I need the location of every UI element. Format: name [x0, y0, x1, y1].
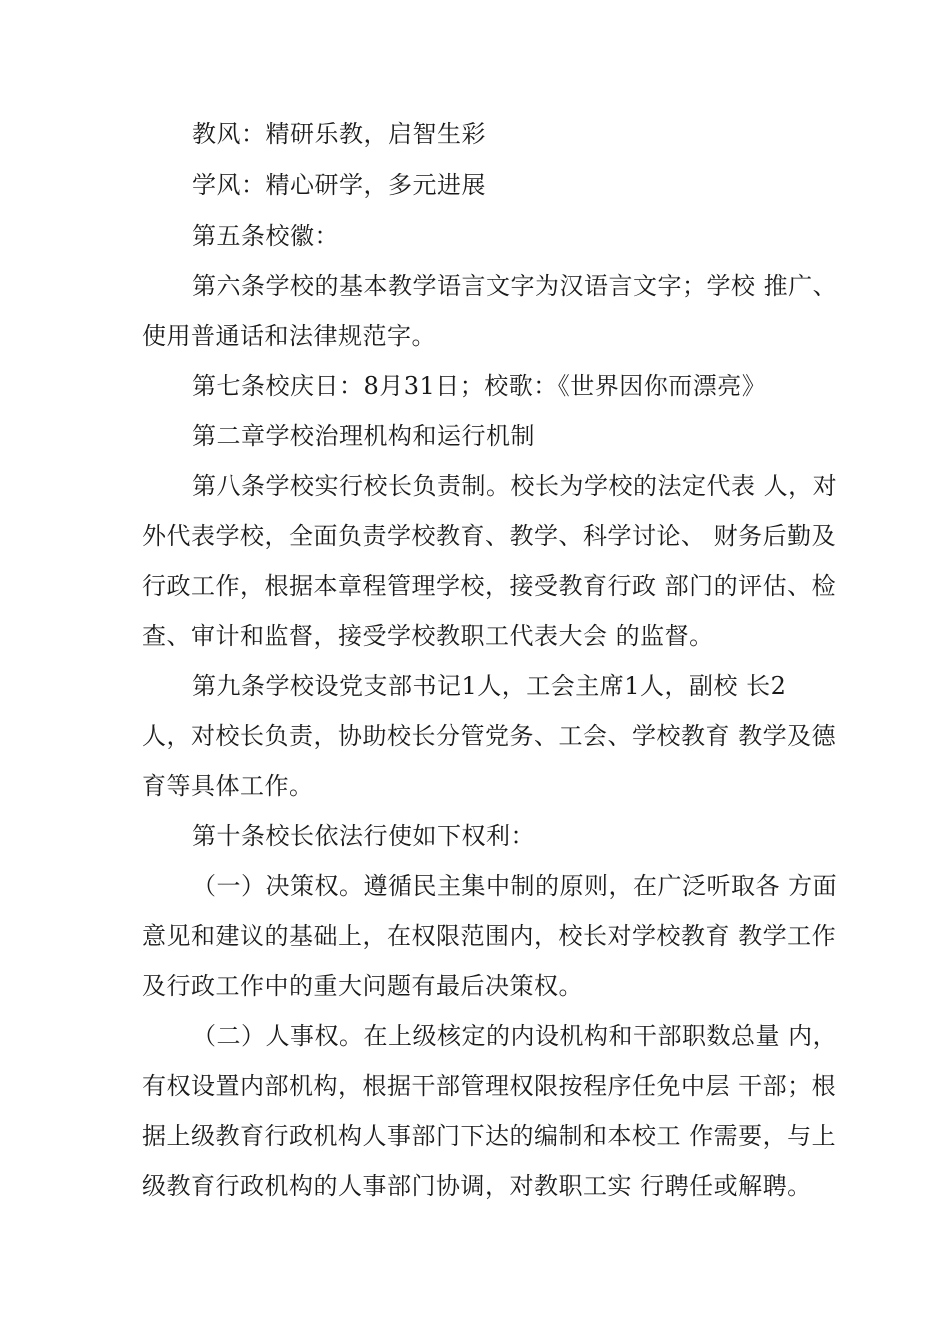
- article-8-line-4: 查、审计和监督，接受学校教职工代表大会 的监督。: [142, 622, 714, 650]
- article-9-line-3: 育等具体工作。: [142, 772, 314, 800]
- clause-2-line-1: （二）人事权。在上级核定的内设机构和干部职数总量 内，: [192, 1022, 838, 1050]
- article-6-line-1: 第六条学校的基本教学语言文字为汉语言文字；学校 推广、: [192, 272, 838, 300]
- article-9-line-1: 第九条学校设党支部书记1人，工会主席1人，副校 长2: [192, 672, 787, 700]
- clause-2-line-3: 据上级教育行政机构人事部门下达的编制和本校工 作需要，与上: [142, 1122, 837, 1150]
- article-6-line-2: 使用普通话和法律规范字。: [142, 322, 436, 350]
- article-8-line-1: 第八条学校实行校长负责制。校长为学校的法定代表 人，对: [192, 472, 838, 500]
- clause-1-line-2: 意见和建议的基础上，在权限范围内，校长对学校教育 教学工作: [142, 922, 837, 950]
- article-10-heading: 第十条校长依法行使如下权利：: [192, 822, 535, 850]
- article-7-line: 第七条校庆日：8月31日；校歌：《世界因你而漂亮》: [192, 372, 767, 400]
- motto-learning: 学风：精心研学，多元进展: [192, 171, 486, 199]
- clause-1-line-3: 及行政工作中的重大问题有最后决策权。: [142, 972, 583, 1000]
- article-5-line: 第五条校徽：: [192, 222, 339, 250]
- article-9-line-2: 人，对校长负责，协助校长分管党务、工会、学校教育 教学及德: [142, 722, 837, 750]
- motto-teaching: 教风：精研乐教，启智生彩: [192, 120, 486, 148]
- article-8-line-2: 外代表学校，全面负责学校教育、教学、科学讨论、 财务后勤及: [142, 522, 837, 550]
- clause-1-line-1: （一）决策权。遵循民主集中制的原则，在广泛听取各 方面: [192, 872, 838, 900]
- article-8-line-3: 行政工作，根据本章程管理学校，接受教育行政 部门的评估、检: [142, 572, 837, 600]
- clause-2-line-4: 级教育行政机构的人事部门协调，对教职工实 行聘任或解聘。: [142, 1172, 812, 1200]
- chapter-2-heading: 第二章学校治理机构和运行机制: [192, 422, 535, 450]
- clause-2-line-2: 有权设置内部机构，根据干部管理权限按程序任免中层 干部；根: [142, 1072, 837, 1100]
